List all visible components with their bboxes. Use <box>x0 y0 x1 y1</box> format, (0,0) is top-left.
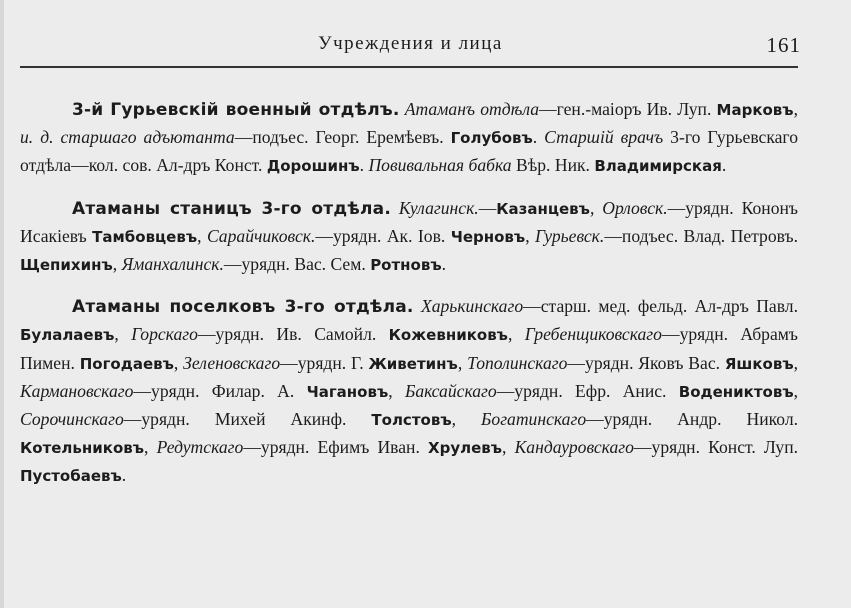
header-rule <box>20 66 798 68</box>
body-text: , <box>525 225 536 246</box>
role-title: Богатинскаго <box>481 409 587 430</box>
body-text: —урядн. Кононъ Исакіевъ <box>20 197 799 246</box>
person-surname: Водениктовъ <box>678 382 794 401</box>
running-head: Учреждения и лица <box>318 33 503 54</box>
person-surname: Погодаевъ <box>79 354 174 373</box>
role-title: Редутскаго <box>156 437 244 458</box>
role-title: Яманхалинск. <box>121 254 224 275</box>
body-text: —урядн. Ак. Іов. <box>315 225 451 246</box>
body-text: —подъес. Георг. Еремѣевъ. <box>234 127 451 148</box>
page-number: 161 <box>766 33 801 57</box>
page-header <box>20 33 801 61</box>
person-surname: Котельниковъ <box>20 439 145 458</box>
body-text: . <box>532 127 545 148</box>
person-surname: Владимирская <box>594 157 722 176</box>
body-text: , <box>507 324 525 345</box>
person-surname: Тамбовцевъ <box>92 227 198 246</box>
body-text: , <box>451 409 482 430</box>
person-surname: Ротновъ <box>370 256 442 275</box>
role-title: Орловск. <box>602 197 668 218</box>
section-title: Атаманы станицъ 3-го отдѣла. <box>72 198 391 219</box>
role-title: Гребенщиковскаго <box>524 324 662 345</box>
body-text: . <box>359 155 369 176</box>
role-title: Тополинскаго <box>467 352 568 373</box>
person-surname: Щепихинъ <box>20 256 113 275</box>
body-text: —урядн. Вас. Сем. <box>223 254 371 275</box>
person-surname: Живетинъ <box>368 354 458 373</box>
person-surname: Толстовъ <box>371 411 452 430</box>
person-surname: Марковъ <box>716 101 794 119</box>
paragraph <box>20 293 798 490</box>
role-title: Атаманъ отдѣла <box>404 99 540 119</box>
person-surname: Казанцевъ <box>496 199 590 218</box>
role-title: Сорочинскаго <box>20 409 124 430</box>
body-text: —урядн. Ив. Самойл. <box>197 324 389 345</box>
role-title: Баксайскаго <box>404 380 497 401</box>
page-edge <box>0 0 4 608</box>
role-title: Зеленовскаго <box>183 352 281 373</box>
role-title: Горскаго <box>131 324 198 345</box>
person-surname: Хрулевъ <box>428 439 503 458</box>
body-text: —урядн. Филар. А. <box>133 380 307 401</box>
body-text: —урядн. Абрамъ Пимен. <box>20 324 799 373</box>
body-text: — <box>478 197 497 218</box>
body-text: —старш. мед. фельд. Ал-дръ Павл. <box>523 296 798 317</box>
paragraph <box>20 96 798 181</box>
role-title: Старшій врачъ <box>544 127 664 148</box>
role-title: Гурьевск. <box>535 225 605 246</box>
body-text: —подъес. Влад. Петровъ. <box>604 225 799 246</box>
body-text: , <box>112 254 122 275</box>
body-text: , <box>793 352 799 373</box>
body-text: Вѣр. Ник. <box>511 155 595 176</box>
body-text: . <box>721 155 727 176</box>
person-surname: Булалаевъ <box>20 326 115 345</box>
role-title: и. д. старшаго адъютанта <box>20 127 235 148</box>
body-text: , <box>144 437 157 458</box>
paragraph <box>20 195 798 280</box>
body-text: , <box>114 324 132 345</box>
role-title: Кулагинск. <box>398 197 479 218</box>
body-text: —урядн. Г. <box>280 352 369 373</box>
role-title: Кармановскаго <box>20 380 134 401</box>
body-text: , <box>388 380 405 401</box>
body-text: —урядн. Андр. Никол. <box>586 409 799 430</box>
page-body <box>20 96 798 491</box>
body-text: —урядн. Михей Акинф. <box>123 409 372 430</box>
body-text: . <box>121 465 127 486</box>
body-text: , <box>197 225 207 246</box>
body-text: —урядн. Яковъ Вас. <box>567 352 725 373</box>
section-title: Атаманы поселковъ 3-го отдѣла. <box>72 297 414 318</box>
role-title: Кандауровскаго <box>514 437 634 458</box>
person-surname: Чагановъ <box>306 382 389 401</box>
body-text: , <box>502 437 515 458</box>
body-text: 3-го Гурьевскаго отдѣла—кол. сов. Ал-дръ Конст. <box>20 127 799 176</box>
person-surname: Пустобаевъ <box>20 467 122 486</box>
body-text: , <box>173 352 184 373</box>
person-surname: Дорошинъ <box>266 157 360 176</box>
body-text: —урядн. Ефимъ Иван. <box>243 437 429 458</box>
person-surname: Кожевниковъ <box>388 326 508 345</box>
body-text: —урядн. Ефр. Анис. <box>496 380 679 401</box>
body-text: , <box>793 380 799 401</box>
person-surname: Голубовъ <box>450 129 533 148</box>
section-title: 3-й Гурьевскій военный отдѣлъ. <box>72 100 400 120</box>
role-title: Харькинскаго <box>420 296 524 317</box>
person-surname: Яшковъ <box>724 354 794 373</box>
body-text: , <box>457 352 468 373</box>
body-text: , <box>793 99 798 119</box>
person-surname: Черновъ <box>450 227 526 246</box>
role-title: Сарайчиковск. <box>206 225 316 246</box>
body-text: —ген.-маіоръ Ив. Луп. <box>539 99 717 119</box>
body-text: , <box>589 197 603 218</box>
body-text: . <box>441 254 447 275</box>
role-title: Повивальная бабка <box>368 155 512 176</box>
body-text: —урядн. Конст. Луп. <box>633 437 799 458</box>
